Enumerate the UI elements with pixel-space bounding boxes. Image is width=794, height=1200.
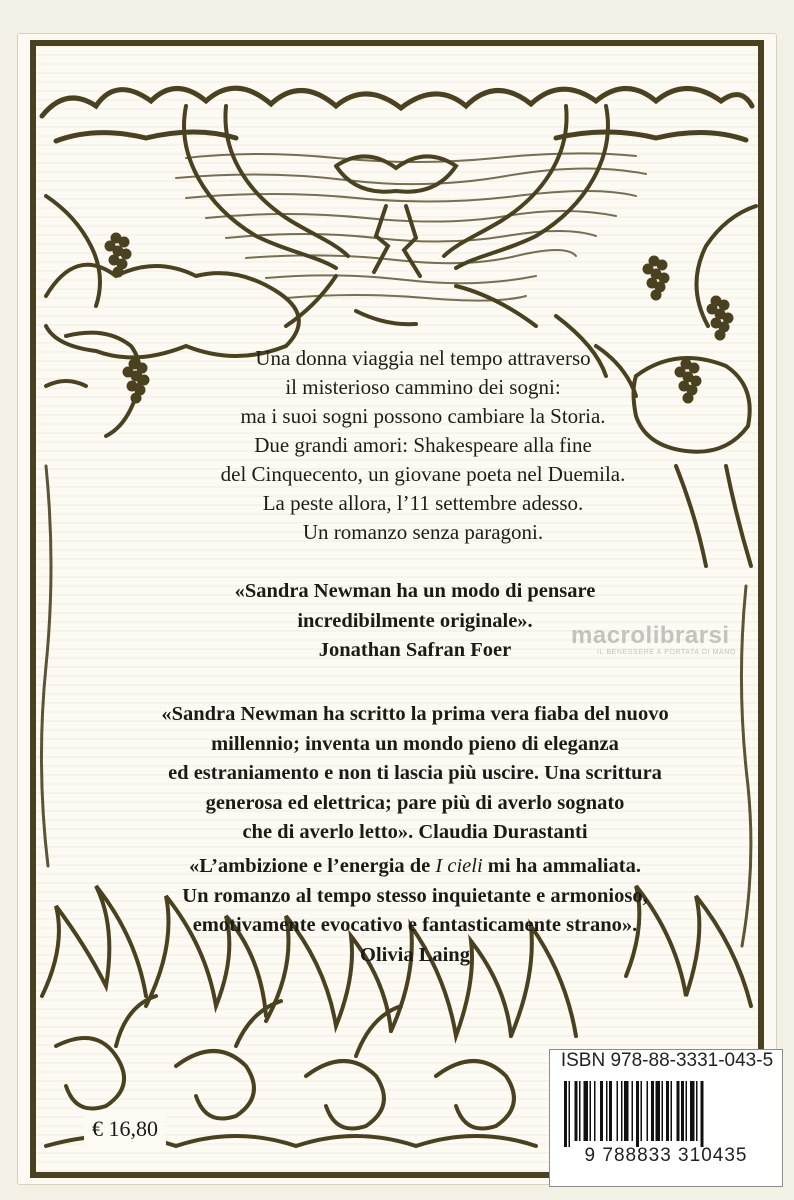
barcode-bar <box>564 1081 567 1147</box>
barcode-bar <box>569 1081 571 1147</box>
synopsis-line: Due grandi amori: Shakespeare alla fine <box>254 433 592 457</box>
isbn-barcode-box <box>549 1049 783 1187</box>
barcode-bar <box>651 1081 654 1141</box>
barcode-bar <box>606 1081 608 1141</box>
quote-author: Olivia Laing <box>360 943 470 966</box>
price-label: € 16,80 <box>84 1113 166 1145</box>
quote-line: incredibilmente originale». <box>297 609 533 632</box>
barcode-bar <box>647 1081 649 1141</box>
barcode-bar <box>600 1081 603 1141</box>
barcode-bar <box>701 1081 704 1147</box>
synopsis-line: ma i suoi sogni possono cambiare la Storia. <box>240 404 606 428</box>
barcode-bar <box>696 1081 698 1141</box>
synopsis-line: La peste allora, l’11 settembre adesso. <box>262 491 584 515</box>
quote-line-first <box>86 852 744 882</box>
synopsis-line: il misterioso cammino dei sogni: <box>285 375 561 399</box>
barcode-bar <box>617 1081 619 1141</box>
barcode-bar <box>621 1081 623 1141</box>
barcode-bar <box>594 1081 596 1141</box>
barcode-bar <box>677 1081 680 1141</box>
book-back-cover <box>18 34 776 1184</box>
barcode-bar <box>681 1081 684 1141</box>
store-watermark <box>571 624 741 657</box>
review-quote-laing <box>86 852 744 970</box>
quote-line: «Sandra Newman ha scritto la prima vera fiaba del nuovo <box>161 703 669 725</box>
barcode-bar <box>686 1081 688 1141</box>
barcode-bar <box>590 1081 592 1141</box>
synopsis-line: Un romanzo senza paragoni. <box>302 520 544 544</box>
barcode-bar <box>636 1081 639 1147</box>
quote-line: Un romanzo al tempo stesso inquietante e armonioso, <box>182 884 648 907</box>
barcode-bar <box>656 1081 661 1141</box>
barcode-bar <box>624 1081 629 1141</box>
barcode-bar <box>666 1081 669 1141</box>
isbn-number: ISBN 978-88-3331-043-5 <box>560 1050 774 1071</box>
quote-author: Jonathan Safran Foer <box>318 639 512 661</box>
quote-line: emotivamente evocativo e fantasticamente strano». <box>192 914 638 936</box>
quote-author: Claudia Durastanti <box>418 821 588 843</box>
quote-line: generosa ed elettrica; pare più di averlo sognato <box>205 791 625 814</box>
watermark-tagline: IL BENESSERE A PORTATA DI MANO <box>597 649 736 656</box>
barcode-bar <box>575 1081 578 1141</box>
barcode-bar <box>662 1081 664 1141</box>
quote-text: mi ha ammaliata. <box>482 855 641 877</box>
book-title: I cieli <box>435 855 483 877</box>
barcode-bar <box>641 1081 643 1141</box>
watermark-brand: macrolibrarsi <box>571 622 730 649</box>
barcode-digits: 9 788833 310435 <box>584 1145 748 1166</box>
barcode-bar <box>632 1081 634 1141</box>
synopsis <box>186 344 660 547</box>
review-quote-durastanti <box>86 700 744 848</box>
barcode-icon <box>562 1081 770 1147</box>
quote-line: «Sandra Newman ha un modo di pensare <box>234 580 596 602</box>
woodcut-frame <box>30 40 774 1178</box>
quote-line: ed estraniamento e non ti lascia più uscire. Una scrittura <box>168 762 662 784</box>
synopsis-line: del Cinquecento, un giovane poeta nel Duemila. <box>220 462 626 486</box>
synopsis-line: Una donna viaggia nel tempo attraverso <box>255 346 591 370</box>
quote-text: «L’ambizione e l’energia de <box>189 855 436 877</box>
barcode-bar <box>584 1081 589 1141</box>
barcode-bar <box>690 1081 695 1141</box>
barcode-bar <box>579 1081 581 1141</box>
quote-line: millennio; inventa un mondo pieno di eleganza <box>211 732 619 755</box>
quote-line: che di averlo letto». <box>242 821 419 843</box>
barcode-bar <box>671 1081 673 1141</box>
barcode-bar <box>609 1081 612 1141</box>
quote-line-last <box>86 818 744 848</box>
